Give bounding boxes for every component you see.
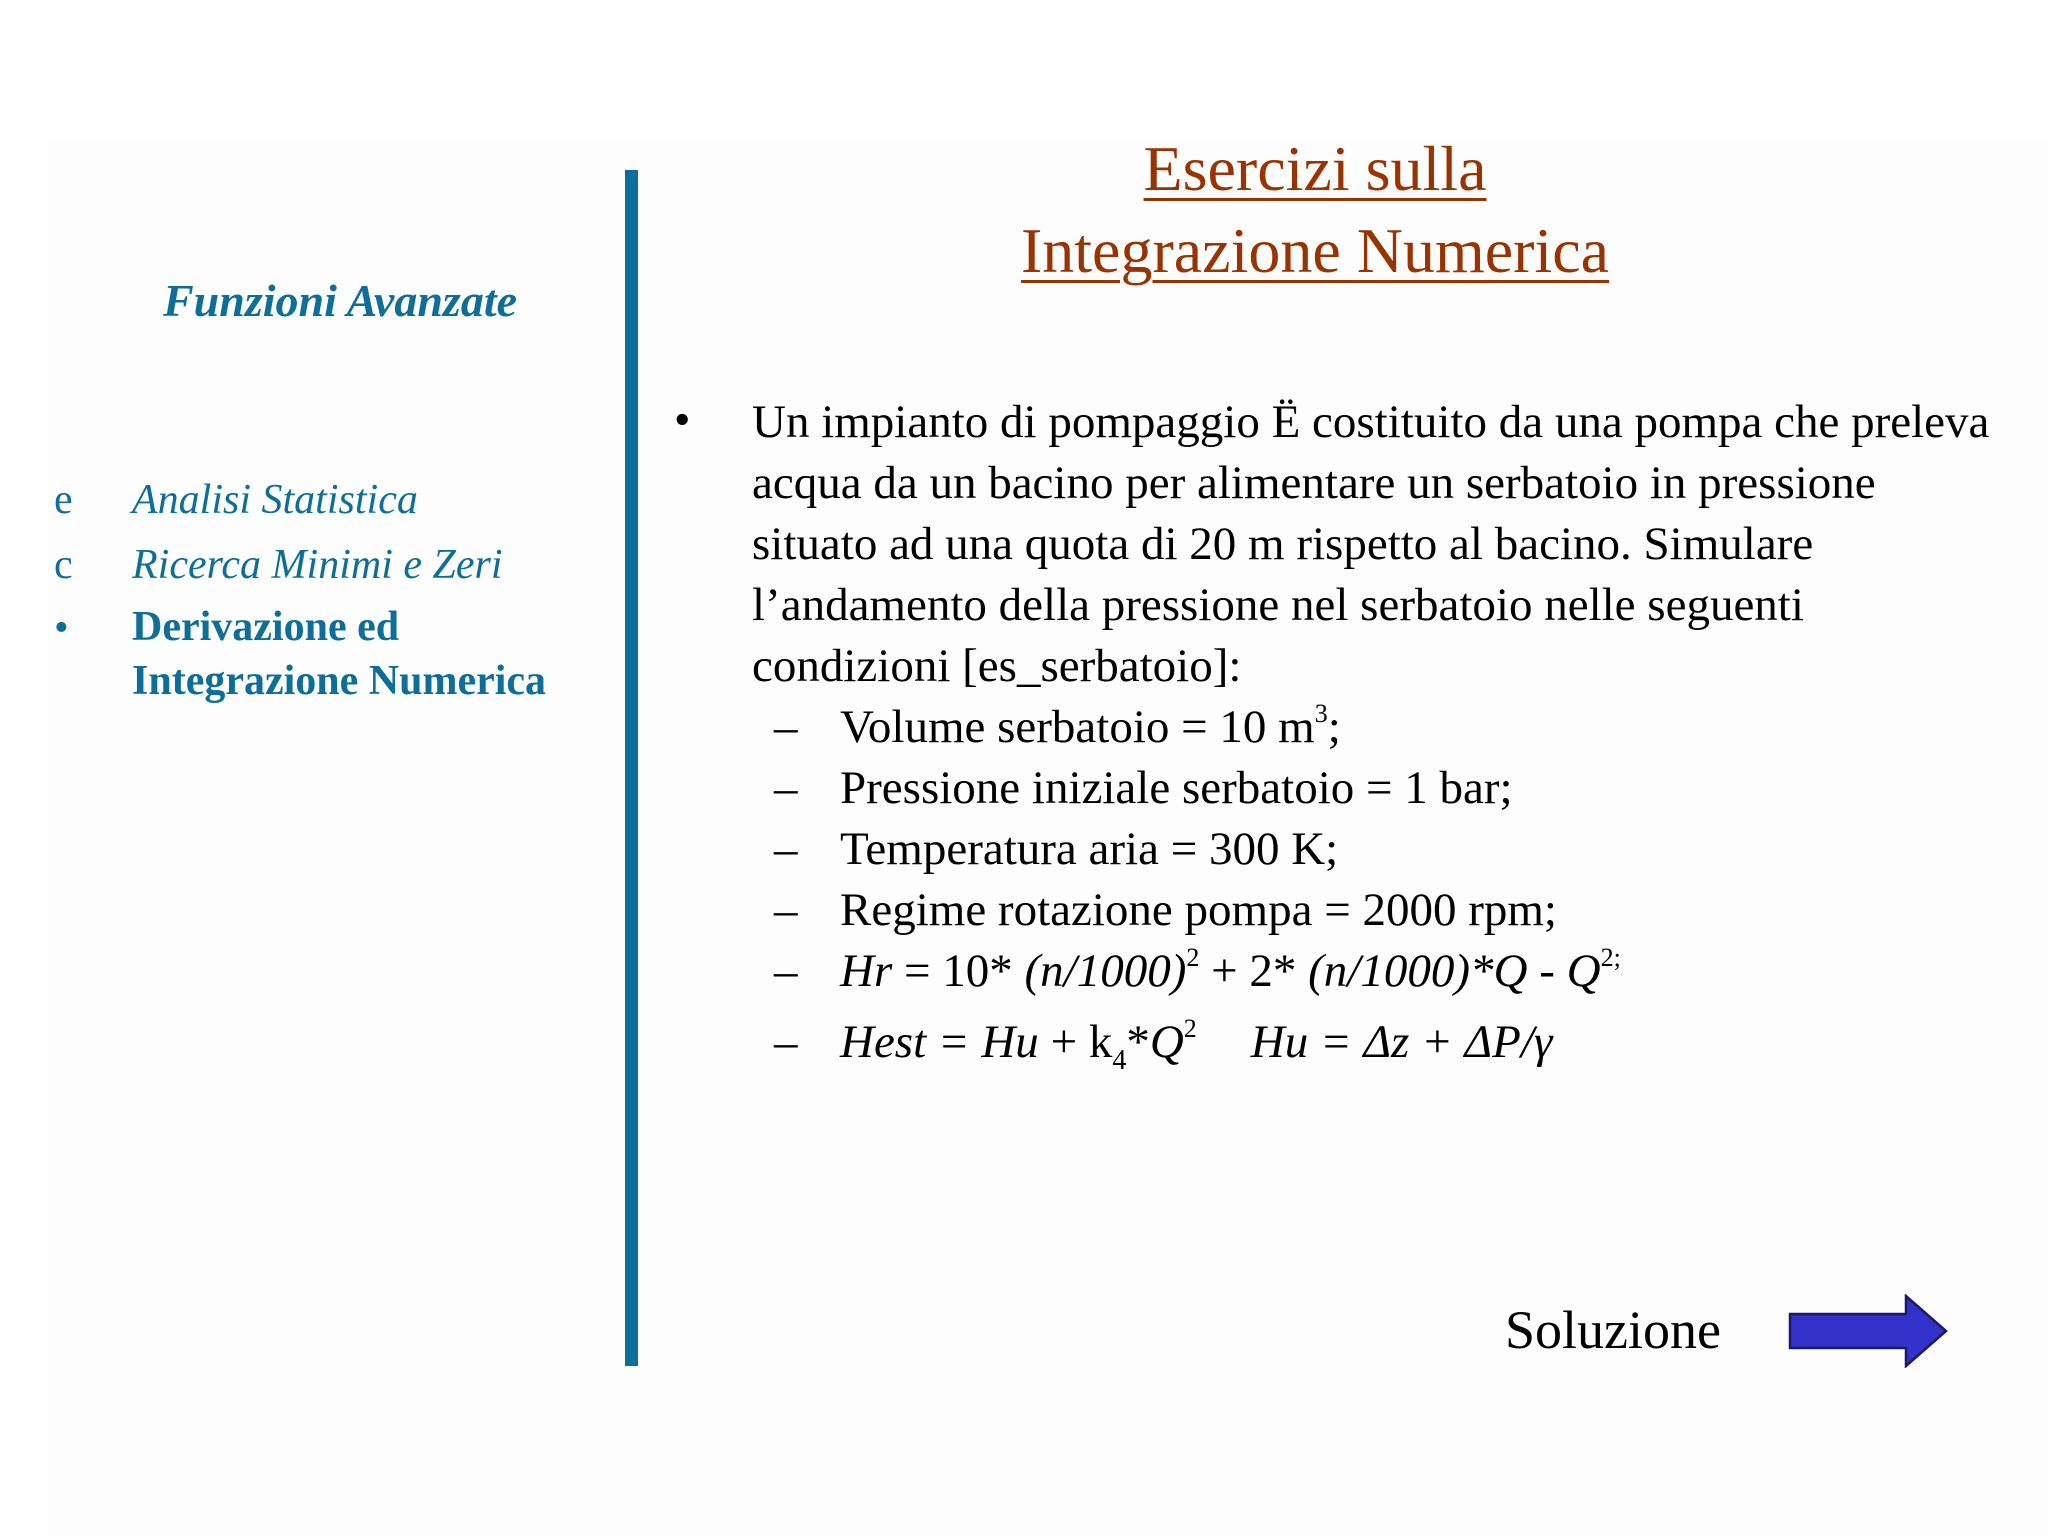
- sidebar-item-marker: e: [54, 477, 73, 523]
- condition-volume-exponent: 3: [1314, 699, 1328, 728]
- exercise-body: [670, 392, 2000, 1076]
- sidebar-item-ricerca-minimi[interactable]: [48, 537, 628, 593]
- sidebar-item-label-line1: Derivazione ed: [132, 604, 400, 650]
- dash-marker: –: [774, 701, 798, 753]
- exercise-text: Un impianto di pompaggio Ë costituito da una pompa che preleva acqua da un bacino per alimentare un serbatoio in pressione situato ad una quota di 20 m rispetto al bacino. Simulare l’andamento della pressione nel serbatoio nelle seguenti condizioni [es_serbatoio]:: [752, 396, 1990, 692]
- vertical-divider: [625, 170, 638, 1366]
- sidebar-item-label: Ricerca Minimi e Zeri: [132, 542, 503, 588]
- sidebar-item-marker: •: [54, 605, 69, 651]
- dash-marker: –: [774, 884, 798, 936]
- formula-hr-exp1: 2: [1186, 943, 1200, 972]
- arrow-shape: [1790, 1296, 1946, 1366]
- formula-hest-subscript: 4: [1112, 1045, 1127, 1076]
- dash-marker: –: [774, 945, 798, 997]
- title-line-1: Esercizi sulla: [1143, 133, 1487, 204]
- formula-hr-eq: = 10*: [892, 945, 1025, 997]
- sidebar-nav: [48, 472, 628, 717]
- formula-hest: [670, 1012, 2000, 1076]
- formula-hr-term2: (n/1000)*Q: [1308, 945, 1528, 997]
- formula-hr: [670, 941, 2000, 1002]
- dash-marker: –: [774, 762, 798, 814]
- solution-label[interactable]: Soluzione: [1505, 1300, 1721, 1360]
- formula-hest-lhs: Hest = Hu: [840, 1016, 1039, 1068]
- next-arrow-icon[interactable]: [1788, 1294, 1948, 1368]
- formula-hr-plus: + 2*: [1199, 945, 1309, 997]
- condition-volume-text: Volume serbatoio = 10 m: [840, 701, 1315, 753]
- title-line-2: Integrazione Numerica: [1020, 215, 1610, 286]
- condition-volume: [670, 697, 2000, 758]
- formula-hr-q: Q: [1566, 945, 1601, 997]
- condition-volume-tail: ;: [1327, 701, 1341, 753]
- formula-hr-exp2: 2;: [1600, 943, 1621, 972]
- exercise-paragraph: [670, 392, 2000, 697]
- page-title: [640, 128, 1990, 292]
- condition-temperatura: [670, 819, 2000, 880]
- condition-temperatura-text: Temperatura aria = 300 K;: [840, 823, 1339, 875]
- sidebar-item-label: Analisi Statistica: [132, 477, 418, 523]
- sidebar-item-marker: c: [54, 542, 73, 588]
- dash-marker: –: [774, 1016, 798, 1068]
- formula-hest-q: Q: [1149, 1016, 1184, 1068]
- dash-marker: –: [774, 823, 798, 875]
- condition-pressione-text: Pressione iniziale serbatoio = 1 bar;: [840, 762, 1513, 814]
- formula-hr-term1: (n/1000): [1024, 945, 1187, 997]
- formula-hu: Hu = Δz + ΔP/γ: [1250, 1016, 1553, 1068]
- condition-pressione: [670, 758, 2000, 819]
- sidebar-item-derivazione-integrazione[interactable]: [48, 600, 628, 708]
- condition-regime: [670, 880, 2000, 941]
- bullet-marker: •: [674, 394, 691, 446]
- formula-hr-minus: -: [1527, 945, 1567, 997]
- condition-regime-text: Regime rotazione pompa = 2000 rpm;: [840, 884, 1557, 936]
- formula-hest-plus: + k: [1038, 1016, 1113, 1068]
- sidebar-item-label-line2: Integrazione Numerica: [132, 658, 547, 704]
- section-title: Funzioni Avanzate: [162, 275, 518, 326]
- conditions-list: [670, 697, 2000, 1076]
- formula-hest-star: *: [1126, 1016, 1150, 1068]
- sidebar-item-analisi-statistica[interactable]: [48, 472, 628, 528]
- formula-hest-exp: 2: [1183, 1014, 1197, 1043]
- formula-hr-lhs: Hr: [840, 945, 893, 997]
